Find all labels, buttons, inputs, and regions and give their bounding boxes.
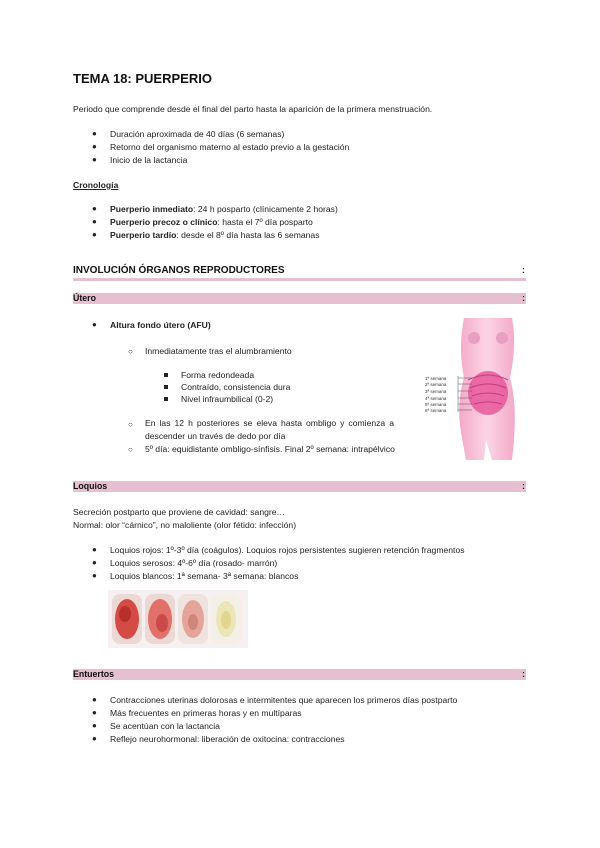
circle-bullet-icon: ○ [128, 347, 133, 356]
utero-colon: : [522, 293, 525, 303]
cronologia-item: ● Puerperio inmediato: 24 h posparto (clínicamente 2 horas) [92, 204, 338, 214]
figure-label: 2ª semana [425, 382, 447, 387]
bullet-icon: ● [92, 695, 97, 704]
bullet-icon: ● [92, 320, 97, 329]
cronologia-item: ● Puerperio precoz o clínico: hasta el 7º día posparto [92, 217, 313, 227]
utero-dia5-item: ○ 5º día: equidistante ombligo-sínfisis. Final 2º semana: intrapélvico [128, 444, 395, 454]
section-heading-involucion: INVOLUCIÓN ÓRGANOS REPRODUCTORES [73, 265, 285, 276]
loquios-item: ● Loquios rojos: 1º-3º día (coágulos). Loquios rojos persistentes sugieren retención fragmentos [92, 545, 465, 555]
square-bullet-icon [164, 397, 168, 401]
bullet-icon: ● [92, 721, 97, 730]
entuertos-item: ● Reflejo neurohormonal: liberación de oxitocina: contracciones [92, 734, 345, 744]
utero-sub-item: Forma redondeada [181, 370, 254, 380]
bullet-icon: ● [92, 571, 97, 580]
afu-item: ● Altura fondo útero (AFU) [92, 320, 211, 330]
cronologia-item: ● Puerperio tardío: desde el 8º día hasta las 6 semanas [92, 230, 320, 240]
section-divider [73, 278, 526, 281]
utero-sub-item: Contraído, consistencia dura [181, 382, 290, 392]
entuertos-heading: Entuertos [73, 669, 115, 679]
section-colon: : [522, 265, 525, 275]
bullet-icon: ● [92, 204, 97, 213]
loquios-colon: : [522, 481, 525, 491]
intro-text: Periodo que comprende desde el final del parto hasta la aparición de la primera menstruación. [73, 104, 433, 114]
bullet-icon: ● [92, 558, 97, 567]
bullet-icon: ● [92, 734, 97, 743]
bullet-icon: ● [92, 129, 97, 138]
figure-label: 6ª semana [425, 408, 447, 413]
utero-sub-item: Nivel infraumbilical (0-2) [181, 394, 273, 404]
entuertos-band [73, 669, 526, 680]
inmediato-item: ○ Inmediatamente tras el alumbramiento [128, 346, 292, 356]
square-bullet-icon [164, 385, 168, 389]
bullet-icon: ● [92, 545, 97, 554]
entuertos-item: ● Más frecuentes en primeras horas y en multíparas [92, 708, 302, 718]
bullet-icon: ● [92, 230, 97, 239]
loquios-line2: Normal: olor “cárnico”, no maloliente (olor fétido: infección) [73, 520, 297, 530]
square-bullet-icon [164, 373, 168, 377]
intro-bullet: ● Inicio de la lactancia [92, 155, 188, 165]
bullet-icon: ● [92, 217, 97, 226]
loquios-item: ● Loquios blancos: 1ª semana- 3ª semana: blancos [92, 571, 299, 581]
figure-label: 4ª semana [425, 396, 447, 401]
utero-band [73, 293, 526, 304]
entuertos-colon: : [522, 669, 525, 679]
intro-bullet: ● Duración aproximada de 40 días (6 semanas) [92, 129, 285, 139]
bullet-icon: ● [92, 142, 97, 151]
bullet-icon: ● [92, 708, 97, 717]
bullet-icon: ● [92, 155, 97, 164]
loquios-band [73, 481, 526, 492]
loquios-line1: Secreción postparto que proviene de cavidad: sangre… [73, 507, 286, 517]
circle-bullet-icon: ○ [128, 445, 133, 454]
circle-bullet-icon: ○ [128, 420, 133, 429]
lochia-pads-photo [108, 590, 248, 648]
cronologia-heading: Cronología [73, 180, 119, 190]
figure-label: 3ª semana [425, 389, 447, 394]
utero-12h-item: ○ En las 12 h posteriores se eleva hasta ombligo y comienza a descender un través de dedo por día [128, 418, 394, 441]
loquios-heading: Loquios [73, 481, 108, 491]
figure-label: 5ª semana [425, 402, 447, 407]
utero-heading: Útero [73, 293, 96, 303]
page-title: TEMA 18: PUERPERIO [73, 71, 212, 86]
entuertos-item: ● Contracciones uterinas dolorosas e intermitentes que aparecen los primeros días postparto [92, 695, 458, 705]
loquios-item: ● Loquios serosos: 4º-6º día (rosado- marrón) [92, 558, 278, 568]
entuertos-item: ● Se acentúan con la lactancia [92, 721, 220, 731]
figure-label: 1ª semana [425, 376, 447, 381]
uterus-involution-figure [424, 318, 532, 460]
intro-bullet: ● Retorno del organismo materno al estado previo a la gestación [92, 142, 350, 152]
